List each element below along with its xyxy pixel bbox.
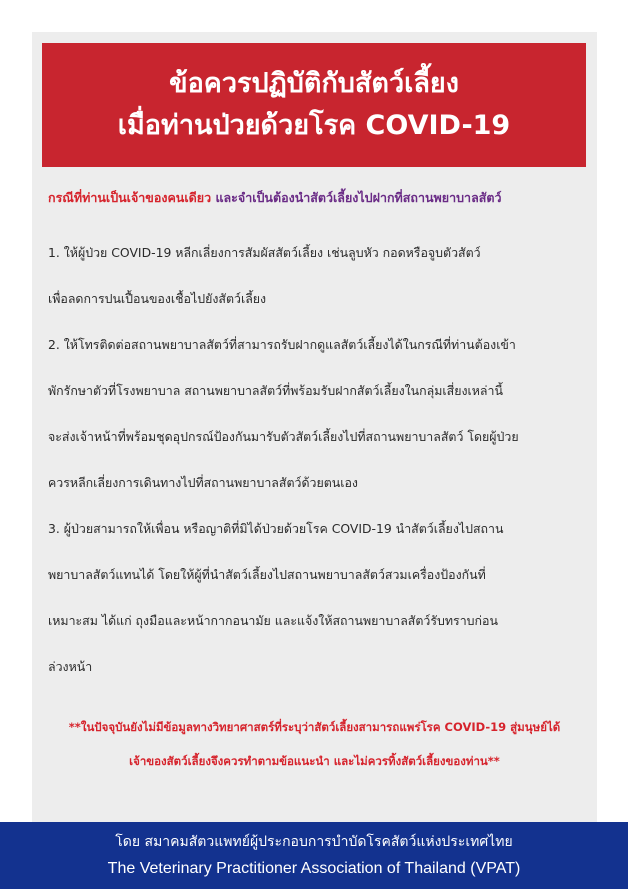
body-line: 3. ผู้ป่วยสามารถให้เพื่อน หรือญาติที่มิได้ป่วยด้วยโรค COVID-19 นำสัตว์เลี้ยงไปสถาน — [48, 521, 504, 536]
title-line-2: เมื่อท่านป่วยด้วยโรค COVID-19 — [117, 110, 511, 141]
body-line: 1. ให้ผู้ป่วย COVID-19 หลีกเลี่ยงการสัมผัสสัตว์เลี้ยง เช่นลูบหัว กอดหรือจูบตัวสัตว์ — [48, 245, 481, 260]
body-line: พักรักษาตัวที่โรงพยาบาล สถานพยาบาลสัตว์ที่พร้อมรับฝากสัตว์เลี้ยงในกลุ่มเสี่ยงเหล่านี้ — [48, 383, 503, 398]
footer-thai-text: โดย สมาคมสัตวแพทย์ผู้ประกอบการบำบัดโรคสัตว์แห่งประเทศไทย — [115, 834, 513, 850]
body-line: ควรหลีกเลี่ยงการเดินทางไปที่สถานพยาบาลสัตว์ด้วยตนเอง — [48, 475, 358, 490]
note-line-2: เจ้าของสัตว์เลี้ยงจึงควรทำตามข้อแนะนำ และไม่ควรทิ้งสัตว์เลี้ยงของท่าน** — [129, 754, 500, 768]
note-line-1: **ในปัจจุบันยังไม่มีข้อมูลทางวิทยาศาสตร์ที่ระบุว่าสัตว์เลี้ยงสามารถแพร่โรค COVID-19 สู่มนุษย์ได้ — [68, 720, 561, 734]
disclaimer-note — [32, 710, 597, 778]
body-line: 2. ให้โทรติดต่อสถานพยาบาลสัตว์ที่สามารถรับฝากดูแลสัตว์เลี้ยงได้ในกรณีที่ท่านต้องเข้า — [48, 337, 516, 352]
body-line: พยาบาลสัตว์แทนได้ โดยให้ผู้ที่นำสัตว์เลี้ยงไปสถานพยาบาลสัตว์สวมเครื่องป้องกันที่ — [48, 567, 486, 582]
body-line: เพื่อลดการปนเปื้อนของเชื้อไปยังสัตว์เลี้ยง — [48, 291, 267, 306]
subtitle-part-2: และจำเป็นต้องนำสัตว์เลี้ยงไปฝากที่สถานพยาบาลสัตว์ — [215, 190, 502, 205]
body-line: เหมาะสม ได้แก่ ถุงมือและหน้ากากอนามัย และแจ้งให้สถานพยาบาลสัตว์รับทราบก่อน — [48, 613, 498, 628]
footer-banner — [0, 822, 628, 889]
footer-english-text: The Veterinary Practitioner Association of Thailand (VPAT) — [107, 860, 521, 877]
body-text — [48, 230, 594, 690]
subtitle-part-1: กรณีที่ท่านเป็นเจ้าของคนเดียว — [48, 190, 212, 205]
subtitle — [48, 186, 588, 210]
body-line: จะส่งเจ้าหน้าที่พร้อมชุดอุปกรณ์ป้องกันมารับตัวสัตว์เลี้ยงไปที่สถานพยาบาลสัตว์ โดยผู้ป่วย — [48, 429, 519, 444]
title-banner — [42, 43, 586, 167]
title-line-1: ข้อควรปฏิบัติกับสัตว์เลี้ยง — [169, 68, 459, 99]
body-line: ล่วงหน้า — [48, 659, 93, 674]
